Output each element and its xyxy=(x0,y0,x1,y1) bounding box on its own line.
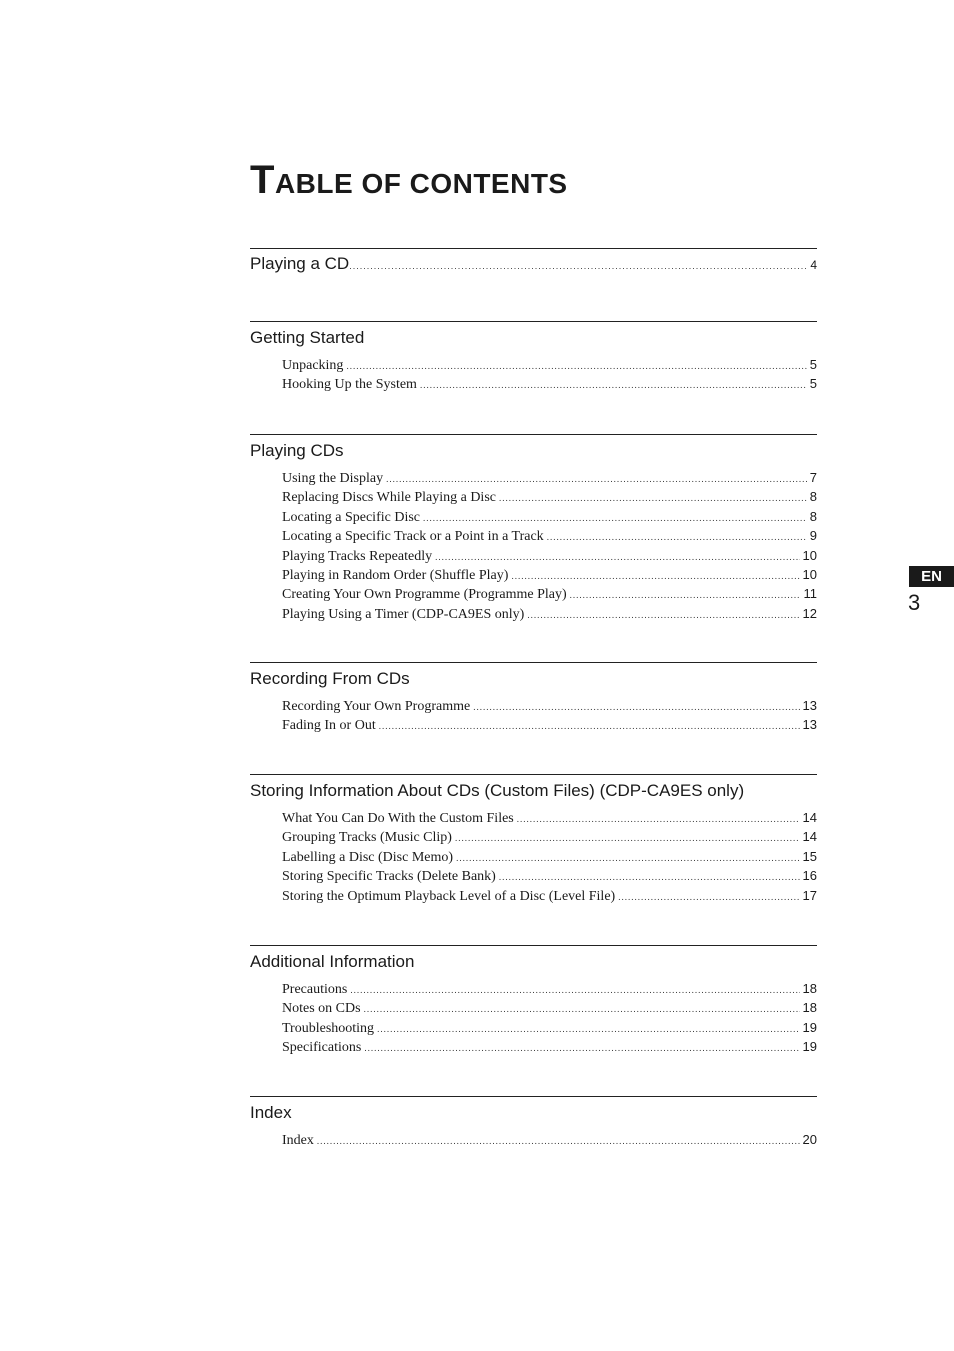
toc-entry[interactable] xyxy=(282,808,817,827)
page-ref: 19 xyxy=(802,1019,817,1035)
page-ref: 14 xyxy=(802,829,817,845)
page-ref: 12 xyxy=(802,605,817,621)
title-rest: ABLE OF CONTENTS xyxy=(274,168,568,199)
toc-entry[interactable] xyxy=(282,565,817,584)
page-ref: 8 xyxy=(809,489,817,505)
section-heading-row[interactable] xyxy=(250,253,817,275)
toc-section-recording-from-cds xyxy=(250,662,817,735)
dot-leader xyxy=(499,868,800,887)
entry-label: Storing the Optimum Playback Level of a Disc (Level File) xyxy=(282,888,616,904)
dot-leader xyxy=(386,470,807,489)
page-ref: 18 xyxy=(802,1000,817,1016)
dot-leader xyxy=(473,698,799,717)
entry-label: Troubleshooting xyxy=(282,1020,375,1036)
entry-list xyxy=(250,979,817,1057)
toc-entry[interactable] xyxy=(282,1130,817,1149)
page-ref: 19 xyxy=(802,1039,817,1055)
entry-label: Notes on CDs xyxy=(282,1001,361,1017)
entry-label: Labelling a Disc (Disc Memo) xyxy=(282,849,454,865)
page-ref: 20 xyxy=(802,1132,817,1147)
dot-leader xyxy=(511,567,799,586)
dot-leader xyxy=(499,489,807,508)
entry-list xyxy=(250,696,817,735)
toc-entry[interactable] xyxy=(282,468,817,487)
section-heading: Getting Started xyxy=(250,328,365,347)
toc-entry[interactable] xyxy=(282,507,817,526)
page-ref: 10 xyxy=(802,566,817,582)
entry-list xyxy=(250,808,817,905)
language-tab: EN xyxy=(909,566,954,587)
section-heading: Storing Information About CDs (Custom Files) (CDP-CA9ES only) xyxy=(250,781,745,800)
page-ref: 15 xyxy=(802,848,817,864)
entry-label: Playing Tracks Repeatedly xyxy=(282,548,433,564)
section-heading: Playing a CD xyxy=(250,254,350,273)
toc-entry[interactable] xyxy=(282,526,817,545)
entry-label: Hooking Up the System xyxy=(282,377,417,393)
dot-leader xyxy=(317,1132,800,1151)
toc-entry[interactable] xyxy=(282,979,817,998)
page-ref: 16 xyxy=(802,868,817,884)
dot-leader xyxy=(527,606,799,625)
entry-label: Recording Your Own Programme xyxy=(282,699,471,714)
page-ref: 7 xyxy=(809,470,817,485)
dot-leader xyxy=(364,1039,799,1058)
page-ref: 8 xyxy=(809,508,817,524)
entry-label: Playing Using a Timer (CDP-CA9ES only) xyxy=(282,606,525,622)
entry-label: Precautions xyxy=(282,982,348,997)
section-heading-row xyxy=(250,327,817,349)
toc-section-playing-a-cd xyxy=(250,248,817,275)
dot-leader xyxy=(455,829,800,848)
entry-list xyxy=(250,355,817,394)
entry-label: Fading In or Out xyxy=(282,718,376,734)
entry-label: Index xyxy=(282,1133,314,1148)
toc-entry[interactable] xyxy=(282,696,817,715)
dot-leader xyxy=(420,376,807,395)
toc-entry[interactable] xyxy=(282,355,817,374)
dot-leader xyxy=(349,255,807,274)
page-ref: 13 xyxy=(802,698,817,713)
section-heading: Additional Information xyxy=(250,952,415,971)
page-ref: 5 xyxy=(809,357,817,372)
dot-leader xyxy=(377,1020,799,1039)
toc-entry[interactable] xyxy=(282,546,817,565)
toc-entry[interactable] xyxy=(282,1018,817,1037)
page-ref: 14 xyxy=(802,810,817,825)
section-heading-row xyxy=(250,1102,817,1124)
page-ref: 4 xyxy=(810,258,817,272)
toc-section-custom-files xyxy=(250,774,817,905)
toc-entry[interactable] xyxy=(282,1037,817,1056)
dot-leader xyxy=(379,717,800,736)
toc-section-playing-cds xyxy=(250,434,817,623)
page-ref: 11 xyxy=(803,586,817,602)
toc-entry[interactable] xyxy=(282,584,817,603)
entry-label: Replacing Discs While Playing a Disc xyxy=(282,490,496,506)
entry-label: What You Can Do With the Custom Files xyxy=(282,811,514,826)
toc-entry[interactable] xyxy=(282,827,817,846)
toc-entry[interactable] xyxy=(282,866,817,885)
entry-list xyxy=(250,468,817,623)
section-heading: Recording From CDs xyxy=(250,669,410,688)
entry-label: Storing Specific Tracks (Delete Bank) xyxy=(282,869,496,885)
entry-label: Specifications xyxy=(282,1040,362,1056)
dot-leader xyxy=(350,981,799,1000)
toc-entry[interactable] xyxy=(282,886,817,905)
toc-entry[interactable] xyxy=(282,998,817,1017)
entry-label: Using the Display xyxy=(282,471,384,486)
toc-section-additional-information xyxy=(250,945,817,1057)
toc-entry[interactable] xyxy=(282,715,817,734)
dot-leader xyxy=(364,1000,800,1019)
section-heading: Index xyxy=(250,1103,292,1122)
entry-label: Grouping Tracks (Music Clip) xyxy=(282,830,452,846)
dot-leader xyxy=(346,357,806,376)
toc-entry[interactable] xyxy=(282,487,817,506)
dot-leader xyxy=(435,548,799,567)
toc-entry[interactable] xyxy=(282,604,817,623)
dot-leader xyxy=(423,509,807,528)
entry-list xyxy=(250,1130,817,1149)
section-heading-row xyxy=(250,951,817,973)
page-number: 3 xyxy=(908,590,921,615)
section-heading: Playing CDs xyxy=(250,441,344,460)
section-heading-row xyxy=(250,440,817,462)
entry-label: Playing in Random Order (Shuffle Play) xyxy=(282,567,509,583)
dot-leader xyxy=(517,810,800,829)
page-title xyxy=(250,158,568,203)
entry-label: Locating a Specific Disc xyxy=(282,509,421,525)
toc-entry[interactable] xyxy=(282,374,817,393)
title-initial: T xyxy=(250,158,275,202)
dot-leader xyxy=(547,528,807,547)
toc-section-index xyxy=(250,1096,817,1149)
section-heading-row xyxy=(250,780,817,802)
dot-leader xyxy=(618,888,799,907)
page-ref: 5 xyxy=(809,376,817,392)
toc-section-getting-started xyxy=(250,321,817,394)
page-ref: 18 xyxy=(802,981,817,996)
toc-entry[interactable] xyxy=(282,847,817,866)
page-ref: 13 xyxy=(802,717,817,733)
entry-label: Creating Your Own Programme (Programme Play) xyxy=(282,587,567,603)
page-ref: 9 xyxy=(809,528,817,544)
page-ref: 10 xyxy=(802,547,817,563)
dot-leader xyxy=(570,586,801,605)
entry-label: Locating a Specific Track or a Point in a Track xyxy=(282,529,544,545)
page-ref: 17 xyxy=(802,887,817,903)
dot-leader xyxy=(456,849,799,868)
section-heading-row xyxy=(250,668,817,690)
entry-label: Unpacking xyxy=(282,358,344,373)
